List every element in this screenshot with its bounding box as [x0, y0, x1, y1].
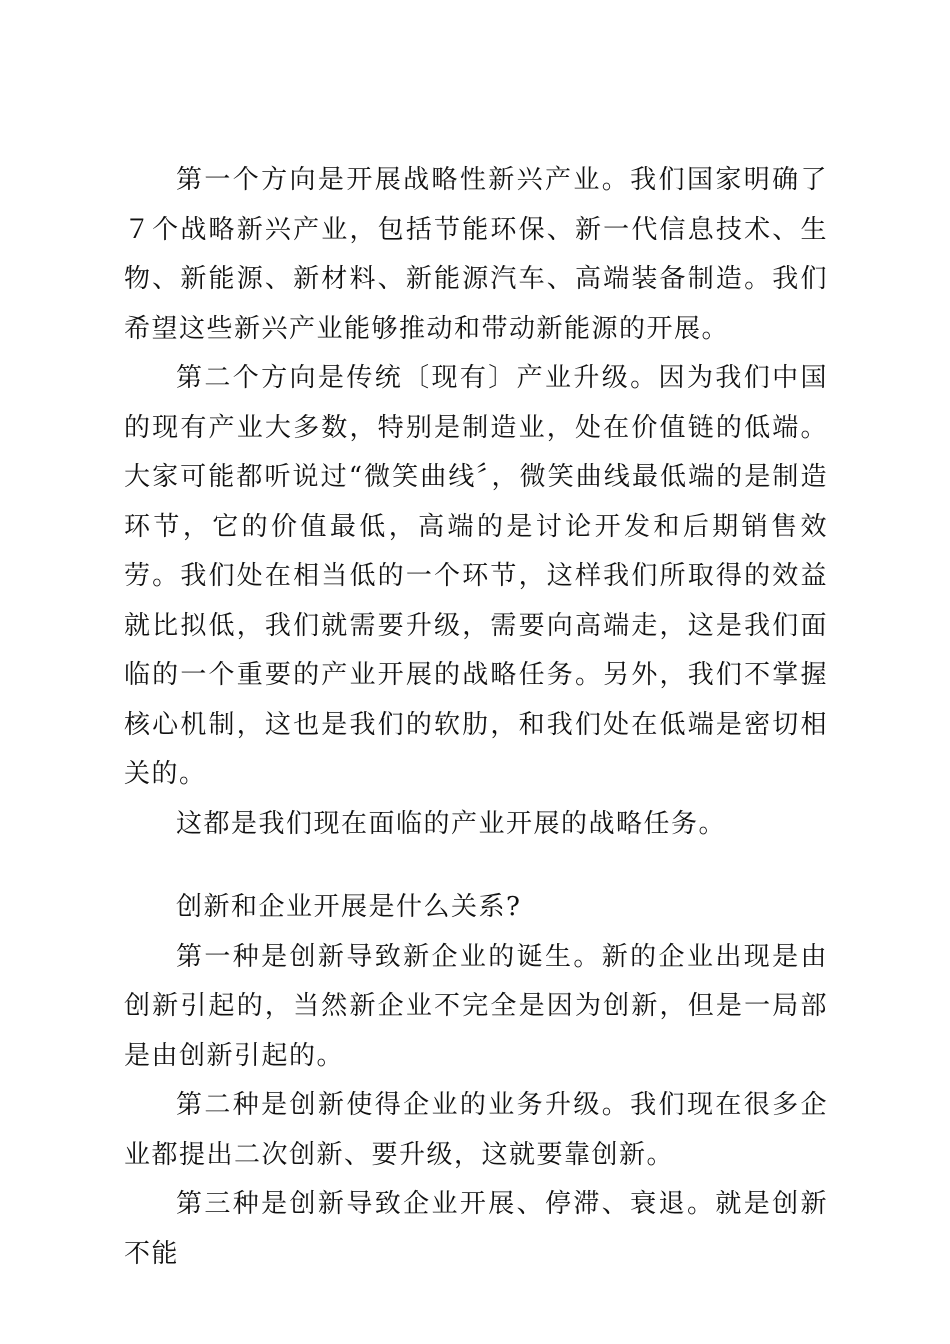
paragraph-innovation-question: 创新和企业开展是什么关系?	[176, 892, 522, 922]
paragraph-innovation-stagnation: 第三种是创新导致企业开展、停滞、衰退。就是创新不能	[124, 1189, 828, 1269]
paragraph-strategic-emerging-industries: 第一个方向是开展战略性新兴产业。我们国家明确了７个战略新兴产业，包括节能环保、新一代信息技术、生物、新能源、新材料、新能源汽车、高端装备制造。我们希望这些新兴产业能够推动和带动新能源的开展。	[124, 165, 828, 344]
paragraph-innovation-new-enterprises: 第一种是创新导致新企业的诞生。新的企业出现是由创新引起的，当然新企业不完全是因为创新，但是一局部是由创新引起的。	[124, 941, 828, 1071]
paragraph-strategic-tasks-summary: 这都是我们现在面临的产业开展的战略任务。	[176, 808, 727, 839]
document-body	[124, 156, 828, 1279]
paragraph-traditional-industry-upgrade: 第二个方向是传统〔现有〕产业升级。因为我们中国的现有产业大多数，特别是制造业，处在价值链的低端。大家可能都听说过“微笑曲线〞，微笑曲线最低端的是制造环节，它的价值最低，高端的是讨论开发和后期销售效劳。我们处在相当低的一个环节，这样我们所取得的效益就比拟低，我们就需要升级，需要向高端走，这是我们面临的一个重要的产业开展的战略任务。另外，我们不掌握核心机制，这也是我们的软肋，和我们处在低端是密切相关的。	[124, 363, 828, 789]
paragraph-innovation-business-upgrade: 第二种是创新使得企业的业务升级。我们现在很多企业都提出二次创新、要升级，这就要靠创新。	[124, 1090, 828, 1170]
